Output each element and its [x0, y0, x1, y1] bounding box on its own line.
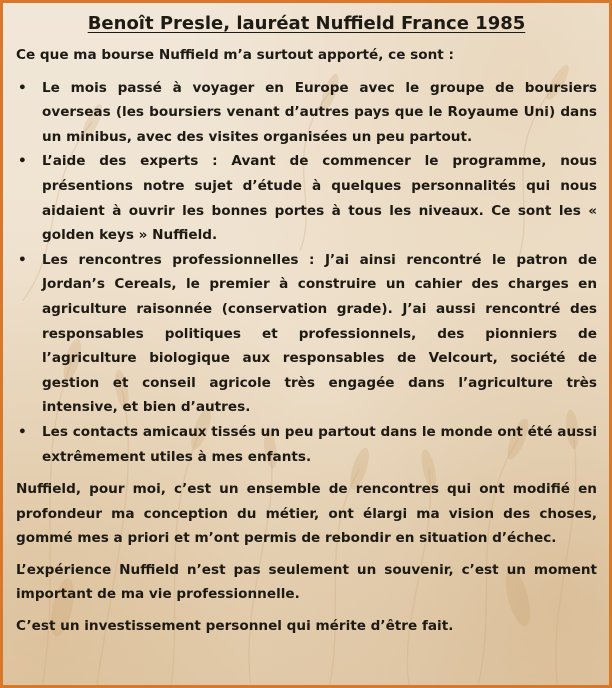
list-item	[16, 420, 597, 469]
page-title: Benoît Presle, lauréat Nuffield France 1985	[87, 13, 526, 34]
paragraph: Nuffield, pour moi, c’est un ensemble de rencontres qui ont modifié en profondeur ma conception du métier, ont élargi ma vision des choses, gommé mes a priori et m’ont permis de rebondir en situation d’échec.	[16, 481, 597, 547]
bullet-icon: •	[18, 423, 27, 440]
bullet-icon: •	[18, 79, 27, 96]
list-item	[16, 248, 597, 420]
list-item-text: L’aide des experts : Avant de commencer le programme, nous présentions notre sujet d’étude à quelques personnalités qui nous aidaient à ouvrir les bonnes portes à tous les niveaux. Ce sont les « golden keys » Nuffield.	[42, 153, 597, 244]
paragraph: L’expérience Nuffield n’est pas seulement un souvenir, c’est un moment important de ma vie professionnelle.	[16, 561, 597, 603]
list-item-text: Les rencontres professionnelles : J’ai ainsi rencontré le patron de Jordan’s Cereals, le premier à construire un cahier des charges en agriculture raisonnée (conservation grade). J’ai aussi rencontré des responsables politiques et professionnels, des pionniers de l’agriculture biologique aux responsables de Velcourt, société de gestion et conseil agricole très engagée dans l’agriculture très intensive, et bien d’autres.	[42, 251, 597, 416]
testimonial-content	[3, 3, 609, 639]
bullet-icon: •	[18, 153, 27, 170]
paragraph: C’est un investissement personnel qui mérite d’être fait.	[16, 618, 454, 635]
list-item	[16, 76, 597, 150]
list-item-text: Les contacts amicaux tissés un peu partout dans le monde ont été aussi extrêmement utiles à mes enfants.	[42, 423, 597, 465]
intro-text: Ce que ma bourse Nuffield m’a surtout apporté, ce sont :	[16, 47, 454, 63]
list-item	[16, 149, 597, 247]
bullet-list	[16, 76, 597, 470]
list-item-text: Le mois passé à voyager en Europe avec le groupe de boursiers overseas (les boursiers venant d’autres pays que le Royaume Uni) dans un minibus, avec des visites organisées un peu partout.	[42, 79, 597, 145]
bullet-icon: •	[18, 251, 27, 268]
